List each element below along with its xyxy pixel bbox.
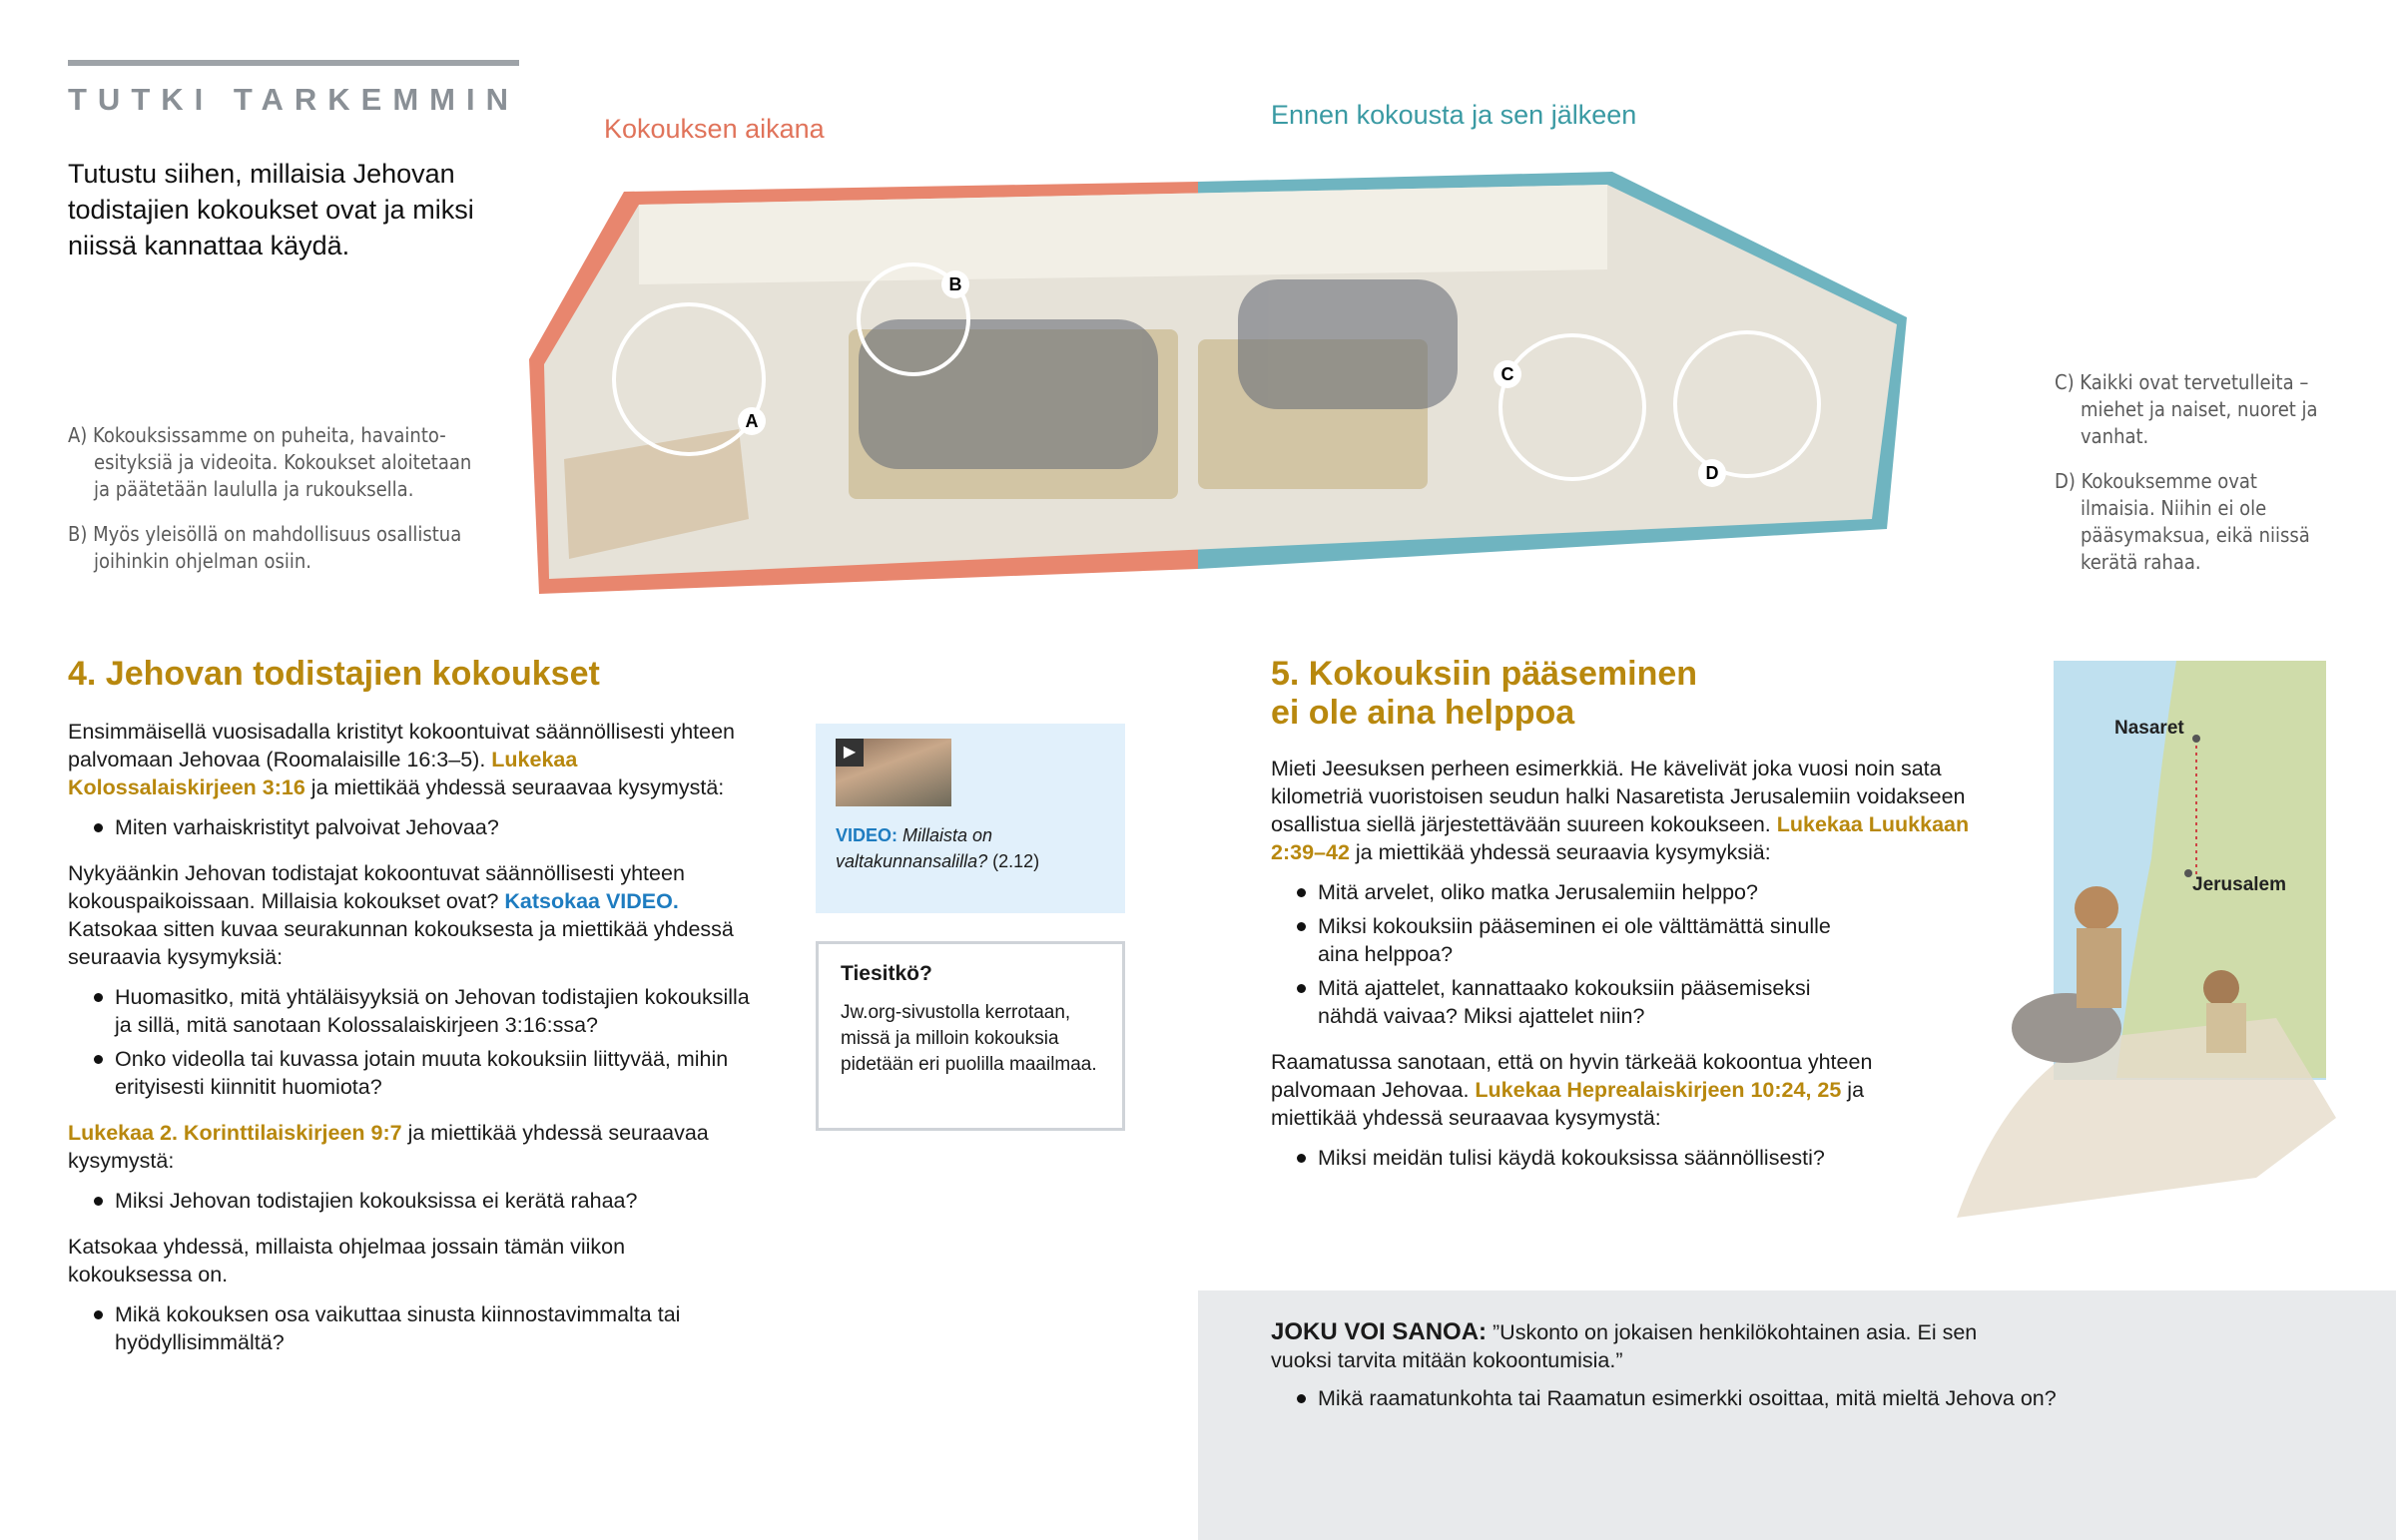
scripture-link[interactable]: Lukekaa Heprealaiskirjeen 10:24, 25 [1475, 1078, 1842, 1102]
question: Mitä arvelet, oliko matka Jerusalemiin helppo? [1271, 878, 1870, 906]
caption-b: B) Myös yleisöllä on mahdollisuus osallistua joihinkin ohjelman osiin. [68, 522, 462, 573]
marker-b: B [948, 274, 962, 294]
someone-may-say-box [1198, 1290, 2396, 1540]
header-rule [68, 60, 519, 66]
question: Miksi kokouksiin pääseminen ei ole välttämättä sinulle aina helppoa? [1271, 912, 1870, 968]
scripture-link[interactable]: Lukekaa Kolossalaiskirjeen 3:16 [68, 748, 578, 799]
map-label-jerusalem: Jerusalem [2192, 874, 2287, 895]
label-during-meeting: Kokouksen aikana [604, 114, 825, 144]
question: Huomasitko, mitä yhtäläisyyksiä on Jehovan todistajien kokouksilla ja sillä, mitä sanotaan Kolossalaiskirjeen 3:16:ssa? [68, 983, 767, 1039]
label-before-after: Ennen kokousta ja sen jälkeen [1271, 100, 1637, 130]
captions-right [2055, 369, 2324, 594]
question: Miksi meidän tulisi käydä kokouksissa säännöllisesti? [1271, 1144, 1970, 1172]
question: Onko videolla tai kuvassa jotain muuta kokouksiin liittyvää, mihin erityisesti kiinnitit huomiota? [68, 1045, 767, 1101]
captions-left [68, 422, 487, 593]
kicker: TUTKI TARKEMMIN [68, 82, 519, 117]
play-icon[interactable]: ▶ [836, 739, 864, 767]
caption-d: D) Kokouksemme ovat ilmaisia. Niihin ei ole pääsymaksua, eikä niissä kerätä rahaa. [2055, 469, 2310, 574]
scripture-link[interactable]: Lukekaa 2. Korinttilaiskirjeen 9:7 [68, 1121, 402, 1145]
map-label-nazareth: Nasaret [2114, 718, 2184, 739]
video-box[interactable]: ▶ VIDEO: Millaista on valtakunnansalilla? (2.12) [816, 724, 1125, 913]
map-illustration [1917, 659, 2336, 1238]
tip-text: Jw.org-sivustolla kerrotaan, missä ja milloin kokouksia pidetään eri puolilla maailmaa. [841, 1002, 1097, 1075]
marker-c: C [1500, 364, 1514, 384]
section-5-title: 5. Kokouksiin pääseminen ei ole aina helppoa [1271, 655, 1698, 732]
did-you-know-box [816, 941, 1125, 1131]
video-title: Millaista on valtakunnansalilla? [836, 825, 993, 871]
caption-a: A) Kokouksissamme on puheita, havainto-esityksiä ja videoita. Kokoukset aloitetaan ja päätetään laululla ja rukouksella. [68, 423, 472, 501]
section-4: 4. Jehovan todistajien kokoukset Ensimmäisellä vuosisadalla kristityt kokoontuivat säännöllisesti yhteen palvomaan Jehovaa (Roomalaisille 16:3–5). Lukekaa Kolossalaiskirjeen 3:16 ja miettikää yhdessä seuraavaa kysymystä: Miten varhaiskristityt palvoivat Jehovaa? Nykyäänkin Jehovan todistajat kokoontuvat säännöllisesti yhteen kokouspaikoissaan. Millaisia kokoukset ovat? Katsokaa VIDEO. Katsokaa sitten kuvaa seurakunnan kokouksesta ja miettikää yhdessä seuraavia kysymyksiä: Huomasitko, mitä yhtäläisyyksiä on Jehovan todistajien kokouksilla ja sillä, mitä sanotaan Kolossalaiskirjeen 3:16:ssa? Onko videolla tai kuvassa jotain muuta kokouksiin liittyvää, mihin erityisesti kiinnitit huomiota? Lukekaa 2. Korinttilaiskirjeen 9:7 ja miettikää yhdessä seuraavaa kysymystä: Miksi Jehovan todistajien kokouksissa ei kerätä rahaa? Katsokaa yhdessä, millaista ohjelmaa jossain tämän viikon kokouksessa on. Mikä kokouksen osa vaikuttaa sinusta kiinnostavimmalta tai hyödyllisimmältä? [68, 655, 767, 1374]
question: Miten varhaiskristityt palvoivat Jehovaa? [68, 813, 767, 841]
marker-a: A [745, 411, 759, 431]
marker-d: D [1705, 463, 1719, 483]
question: Mikä raamatunkohta tai Raamatun esimerkki osoittaa, mitä mieltä Jehova on? [1271, 1384, 2269, 1412]
intro-text: Tutustu siihen, millaisia Jehovan todistajien kokoukset ovat ja miksi niissä kannattaa käydä. [68, 159, 474, 260]
question: Mitä ajattelet, kannattaako kokouksiin pääsemiseksi nähdä vaivaa? Miksi ajattelet niin? [1271, 974, 1870, 1030]
question: Miksi Jehovan todistajien kokouksissa ei kerätä rahaa? [68, 1187, 767, 1215]
meeting-hall-illustration [519, 160, 1917, 609]
say-label: JOKU VOI SANOA: [1271, 1318, 1488, 1345]
question: Mikä kokouksen osa vaikuttaa sinusta kiinnostavimmalta tai hyödyllisimmältä? [68, 1300, 727, 1356]
video-thumbnail[interactable] [836, 739, 951, 806]
caption-c: C) Kaikki ovat tervetulleita – miehet ja naiset, nuoret ja vanhat. [2055, 370, 2318, 448]
section-5: 5. Kokouksiin pääseminen ei ole aina helppoa Mieti Jeesuksen perheen esimerkkiä. He kävelivät joka vuosi noin sata kilometriä vuoristoisen seudun halki Nasaretista Jerusalemiin voidakseen osallistua siellä järjestettävään suureen kokoukseen. Lukekaa Luukkaan 2:39–42 ja miettikää yhdessä seuraavia kysymyksiä: Mitä arvelet, oliko matka Jerusalemiin helppo? Miksi kokouksiin pääseminen ei ole välttämättä sinulle aina helppoa? Mitä ajattelet, kannattaako kokouksiin pääsemiseksi nähdä vaivaa? Miksi ajattelet niin? Raamatussa sanotaan, että on hyvin tärkeää kokoontua yhteen palvomaan Jehovaa. Lukekaa Heprealaiskirjeen 10:24, 25 ja miettikää yhdessä seuraavaa kysymystä: Miksi meidän tulisi käydä kokouksissa säännöllisesti? [1271, 655, 1970, 1170]
tip-title: Tiesitkö? [841, 962, 932, 985]
scripture-link[interactable]: Lukekaa Luukkaan 2:39–42 [1271, 812, 1970, 864]
video-link[interactable]: Katsokaa VIDEO. [504, 889, 679, 913]
section-4-title: 4. Jehovan todistajien kokoukset [68, 655, 600, 693]
say-quote: ”Uskonto on jokaisen henkilökohtainen asia. Ei sen vuoksi tarvita mitään kokoontumisia.” [1271, 1320, 1978, 1372]
